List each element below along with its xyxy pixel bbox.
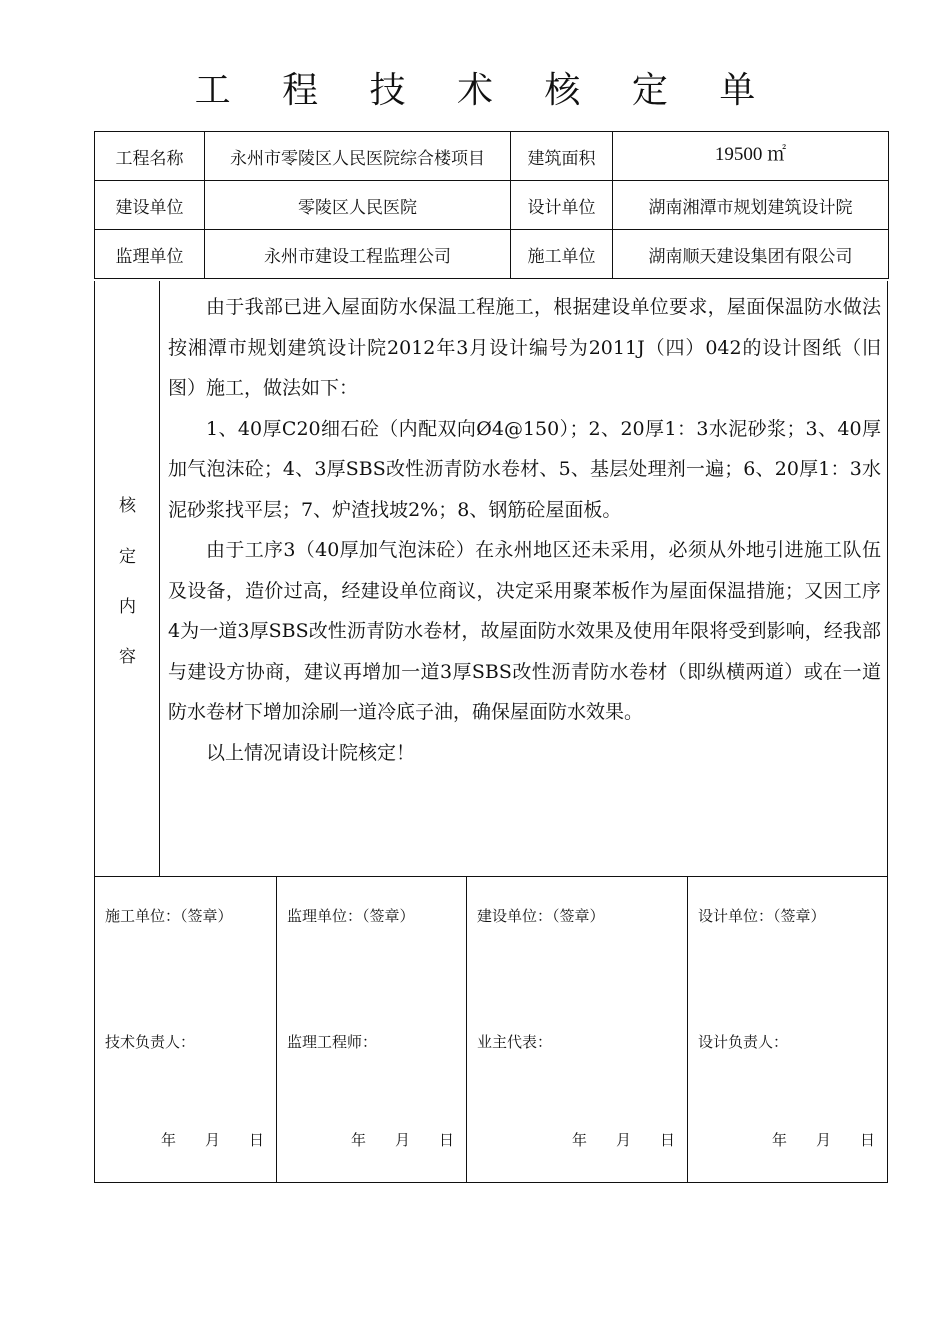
signature-section (94, 876, 888, 1183)
signature-contractor (95, 877, 277, 1182)
building-area-cell (613, 132, 889, 181)
date-year: 年 (350, 1131, 366, 1149)
date-month: 月 (615, 1131, 631, 1149)
signature-designer (688, 877, 887, 1182)
signature-date (322, 1129, 454, 1150)
designer-label: 设计单位 (511, 181, 613, 230)
signature-person-label: 业主代表： (477, 1033, 553, 1051)
side-label-char: 定 (119, 547, 136, 567)
date-month: 月 (815, 1131, 831, 1149)
date-month: 月 (394, 1131, 410, 1149)
side-label-char: 内 (119, 597, 136, 617)
date-day: 日 (659, 1131, 675, 1149)
date-year: 年 (160, 1131, 176, 1149)
side-label-char: 容 (119, 647, 136, 667)
signature-person-label: 技术负责人： (105, 1033, 196, 1051)
project-name-label: 工程名称 (95, 132, 205, 181)
signature-date (543, 1129, 675, 1150)
date-month: 月 (204, 1131, 220, 1149)
content-paragraph: 1、40厚C20细石砼（内配双向Ø4@150）；2、20厚1：3水泥砂浆；3、40厚加气泡沫砼；4、3厚SBS改性沥青防水卷材、5、基层处理剂一遍；6、20厚1：3水泥砂浆找平层；7、炉渣找坡2%；8、钢筋砼屋面板。 (168, 417, 881, 521)
content-paragraph: 由于我部已进入屋面防水保温工程施工，根据建设单位要求，屋面保温防水做法按湘潭市规划建筑设计院2012年3月设计编号为2011J（四）042的设计图纸（旧图）施工，做法如下： (168, 296, 881, 399)
building-area-value: 19500 ㎡ (714, 143, 787, 165)
signature-unit-label: 建设单位：（签章） (477, 907, 605, 925)
date-day: 日 (859, 1131, 875, 1149)
signature-unit-label: 监理单位：（签章） (287, 907, 415, 925)
date-day: 日 (438, 1131, 454, 1149)
signature-date (132, 1129, 264, 1150)
signature-person-label: 设计负责人： (698, 1033, 789, 1051)
content-body (168, 287, 881, 773)
signature-unit-label: 施工单位：（签章） (105, 907, 233, 925)
supervisor-value: 永州市建设工程监理公司 (205, 230, 511, 279)
supervisor-label: 监理单位 (95, 230, 205, 279)
date-year: 年 (771, 1131, 787, 1149)
project-info-table (94, 131, 889, 279)
date-day: 日 (248, 1131, 264, 1149)
designer-value: 湖南湘潭市规划建筑设计院 (613, 181, 889, 230)
table-row (95, 181, 889, 230)
content-side-label (95, 281, 160, 876)
page-title: 工 程 技 术 核 定 单 (194, 70, 776, 111)
signature-person-label: 监理工程师： (287, 1033, 378, 1051)
signature-date (743, 1129, 875, 1150)
contractor-label: 施工单位 (511, 230, 613, 279)
table-row (95, 230, 889, 279)
content-paragraph: 由于工序3（40厚加气泡沫砼）在永州地区还未采用，必须从外地引进施工队伍及设备，造价过高，经建设单位商议，决定采用聚苯板作为屋面保温措施；又因工序4为一道3厚SBS改性沥青防水卷材，故屋面防水效果及使用年限将受到影响，经我部与建设方协商，建议再增加一道3厚SBS改性沥青防水卷材（即纵横两道）或在一道防水卷材下增加涂刷一道冷底子油，确保屋面防水效果。 (168, 539, 881, 723)
building-area-label: 建筑面积 (511, 132, 613, 181)
owner-label: 建设单位 (95, 181, 205, 230)
owner-value: 零陵区人民医院 (205, 181, 511, 230)
signature-unit-label: 设计单位：（签章） (698, 907, 826, 925)
table-row (95, 132, 889, 181)
approval-content-section (94, 281, 888, 877)
date-year: 年 (571, 1131, 587, 1149)
signature-supervisor (277, 877, 467, 1182)
contractor-value: 湖南顺天建设集团有限公司 (613, 230, 889, 279)
content-paragraph: 以上情况请设计院核定！ (206, 741, 416, 764)
side-label-char: 核 (119, 496, 136, 516)
project-name-value: 永州市零陵区人民医院综合楼项目 (205, 132, 511, 181)
signature-owner (467, 877, 688, 1182)
